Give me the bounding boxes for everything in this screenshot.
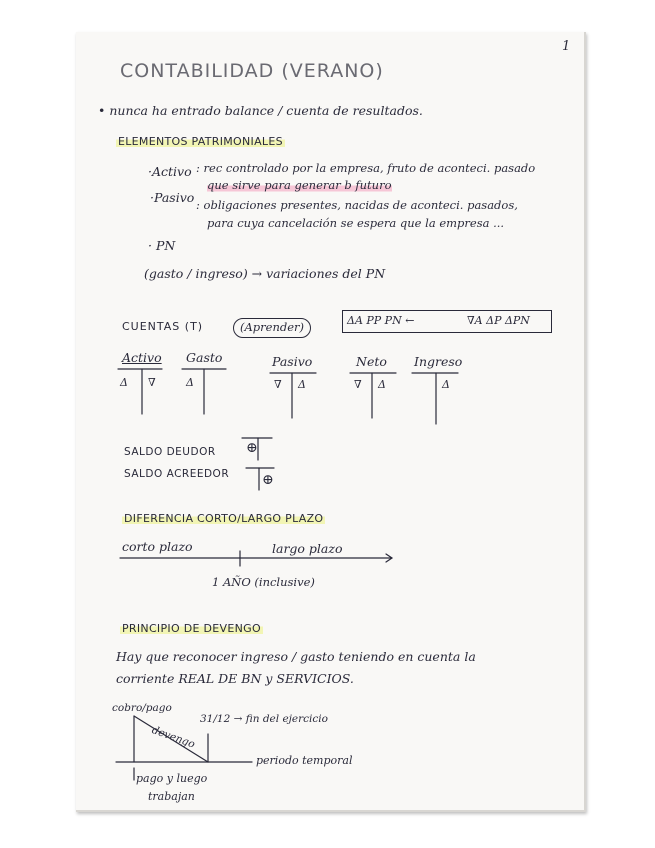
t-account-gasto-name: Gasto <box>186 350 223 365</box>
activo-definition: : rec controlado por la empresa, fruto de aconteci. pasado <box>196 161 536 175</box>
saldo-acreedor-label: SALDO ACREEDOR <box>124 468 230 480</box>
t-account-activo-credit: ∇ <box>148 376 156 389</box>
page-title: CONTABILIDAD (VERANO) <box>120 60 384 82</box>
pago-trabajan-line2: trabajan <box>148 790 195 803</box>
activo-definition-continued-text: que sirve para generar b futuro <box>207 178 392 192</box>
devengo-text-line2: corriente REAL DE BN y SERVICIOS. <box>116 671 354 686</box>
t-account-pasivo-credit: Δ <box>298 378 306 391</box>
cobro-pago-label: cobro/pago <box>112 702 172 714</box>
pn-label: · PN <box>148 238 176 253</box>
formula-right: ∇A ΔP ΔPN <box>467 314 530 327</box>
formula-left: ΔA PP PN ← <box>347 314 415 327</box>
saldo-acreedor-symbol: ⊕ <box>262 472 274 488</box>
fin-ejercicio-label: 31/12 → fin del ejercicio <box>200 713 328 725</box>
corto-plazo-label: corto plazo <box>122 539 193 554</box>
pasivo-definition: : obligaciones presentes, nacidas de aconteci. pasados, <box>196 198 518 212</box>
notebook-page <box>76 32 586 812</box>
periodo-temporal-label: periodo temporal <box>256 754 353 767</box>
aprender-note-text: (Aprender) <box>240 320 305 334</box>
devengo-heading-text: PRINCIPIO DE DEVENGO <box>122 622 261 635</box>
t-account-pasivo-name: Pasivo <box>272 354 313 369</box>
handwritten-strokes <box>76 32 584 810</box>
intro-note: • nunca ha entrado balance / cuenta de resultados. <box>98 103 423 118</box>
t-account-neto-debit: ∇ <box>354 378 362 391</box>
saldo-deudor-label: SALDO DEUDOR <box>124 446 216 458</box>
pago-trabajan-line1: pago y luego <box>136 772 208 785</box>
saldo-deudor-symbol: ⊕ <box>246 440 258 456</box>
t-account-neto-credit: Δ <box>378 378 386 391</box>
t-account-gasto-debit: Δ <box>186 376 194 389</box>
devengo-diagonal-label: devengo <box>150 724 197 751</box>
t-account-neto-name: Neto <box>356 354 387 369</box>
plazo-heading-text: DIFERENCIA CORTO/LARGO PLAZO <box>124 512 324 525</box>
devengo-text-line1: Hay que reconocer ingreso / gasto teniendo en cuenta la <box>116 649 476 664</box>
pasivo-label: ·Pasivo <box>150 190 195 205</box>
t-account-activo-debit: Δ <box>120 376 128 389</box>
devengo-diagonal <box>134 716 208 762</box>
un-ano-label: 1 AÑO (inclusive) <box>212 575 315 589</box>
gasto-ingreso-note: (gasto / ingreso) → variaciones del PN <box>144 266 386 281</box>
t-account-ingreso-credit: Δ <box>442 378 450 391</box>
largo-plazo-label: largo plazo <box>272 541 343 556</box>
activo-label: ·Activo <box>148 164 192 179</box>
elementos-heading-text: ELEMENTOS PATRIMONIALES <box>118 135 283 148</box>
t-account-ingreso-name: Ingreso <box>414 354 463 369</box>
page-number: 1 <box>562 39 571 54</box>
pasivo-definition-continued: para cuya cancelación se espera que la empresa ... <box>207 216 505 230</box>
t-account-activo-name: Activo <box>122 350 162 365</box>
cuentas-heading: CUENTAS (T) <box>122 320 204 333</box>
t-account-pasivo-debit: ∇ <box>274 378 282 391</box>
